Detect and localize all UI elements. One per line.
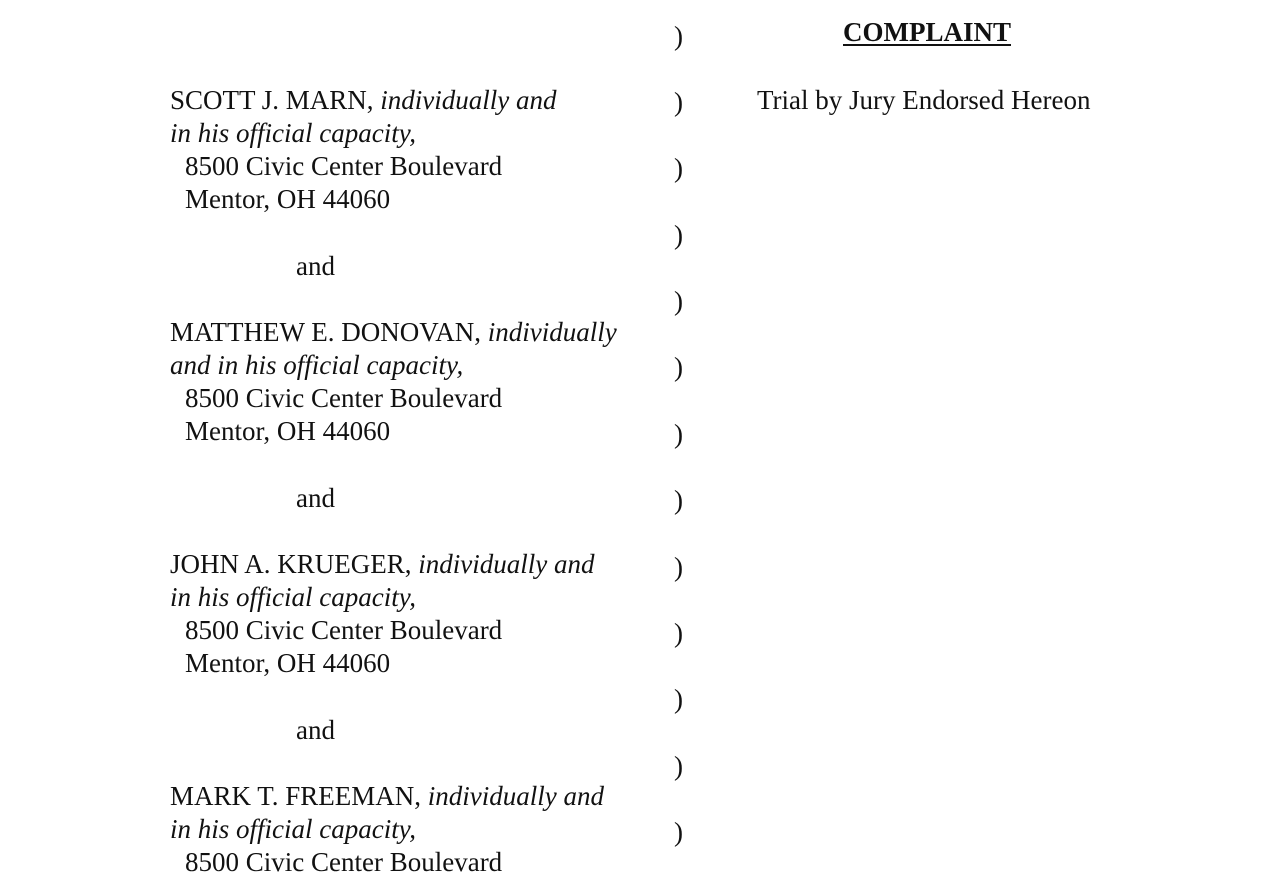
defendant-address-city: Mentor, OH 44060 [185,184,391,214]
defendant-address-street: 8500 Civic Center Boulevard [185,151,503,181]
caption-parenthesis: ) [674,21,683,51]
caption-parenthesis: ) [674,419,683,449]
defendant-capacity: individually [487,317,617,347]
caption-parenthesis: ) [674,87,683,117]
defendant-capacity: in his official capacity, [170,118,416,148]
defendant-address-street: 8500 Civic Center Boulevard [185,847,503,877]
conjunction-and: and [296,715,335,745]
caption-parenthesis: ) [674,153,683,183]
defendant-capacity: individually and [418,549,595,579]
caption-parenthesis: ) [674,684,683,714]
defendant-name: JOHN A. KRUEGER, [170,549,412,579]
defendant-capacity: individually and [380,85,557,115]
conjunction-and: and [296,483,335,513]
defendant-name: MATTHEW E. DONOVAN, [170,317,481,347]
complaint-heading: COMPLAINT [843,17,1011,47]
caption-parenthesis: ) [674,552,683,582]
caption-parenthesis: ) [674,352,683,382]
defendant-address-city: Mentor, OH 44060 [185,648,391,678]
defendant-name: MARK T. FREEMAN, [170,781,422,811]
defendant-address-city: Mentor, OH 44060 [185,416,391,446]
defendant-address-street: 8500 Civic Center Boulevard [185,383,503,413]
caption-parenthesis: ) [674,817,683,847]
caption-parenthesis: ) [674,751,683,781]
defendant-capacity: individually and [427,781,605,811]
conjunction-and: and [296,251,335,281]
defendant-capacity: and in his official capacity, [170,350,464,380]
caption-parenthesis: ) [674,286,683,316]
jury-demand-note: Trial by Jury Endorsed Hereon [757,85,1091,115]
defendant-name: SCOTT J. MARN, [170,85,374,115]
caption-parenthesis: ) [674,220,683,250]
defendant-capacity: in his official capacity, [170,814,416,844]
caption-parenthesis: ) [674,618,683,648]
caption-parenthesis: ) [674,485,683,515]
defendant-capacity: in his official capacity, [170,582,416,612]
defendant-address-street: 8500 Civic Center Boulevard [185,615,503,645]
